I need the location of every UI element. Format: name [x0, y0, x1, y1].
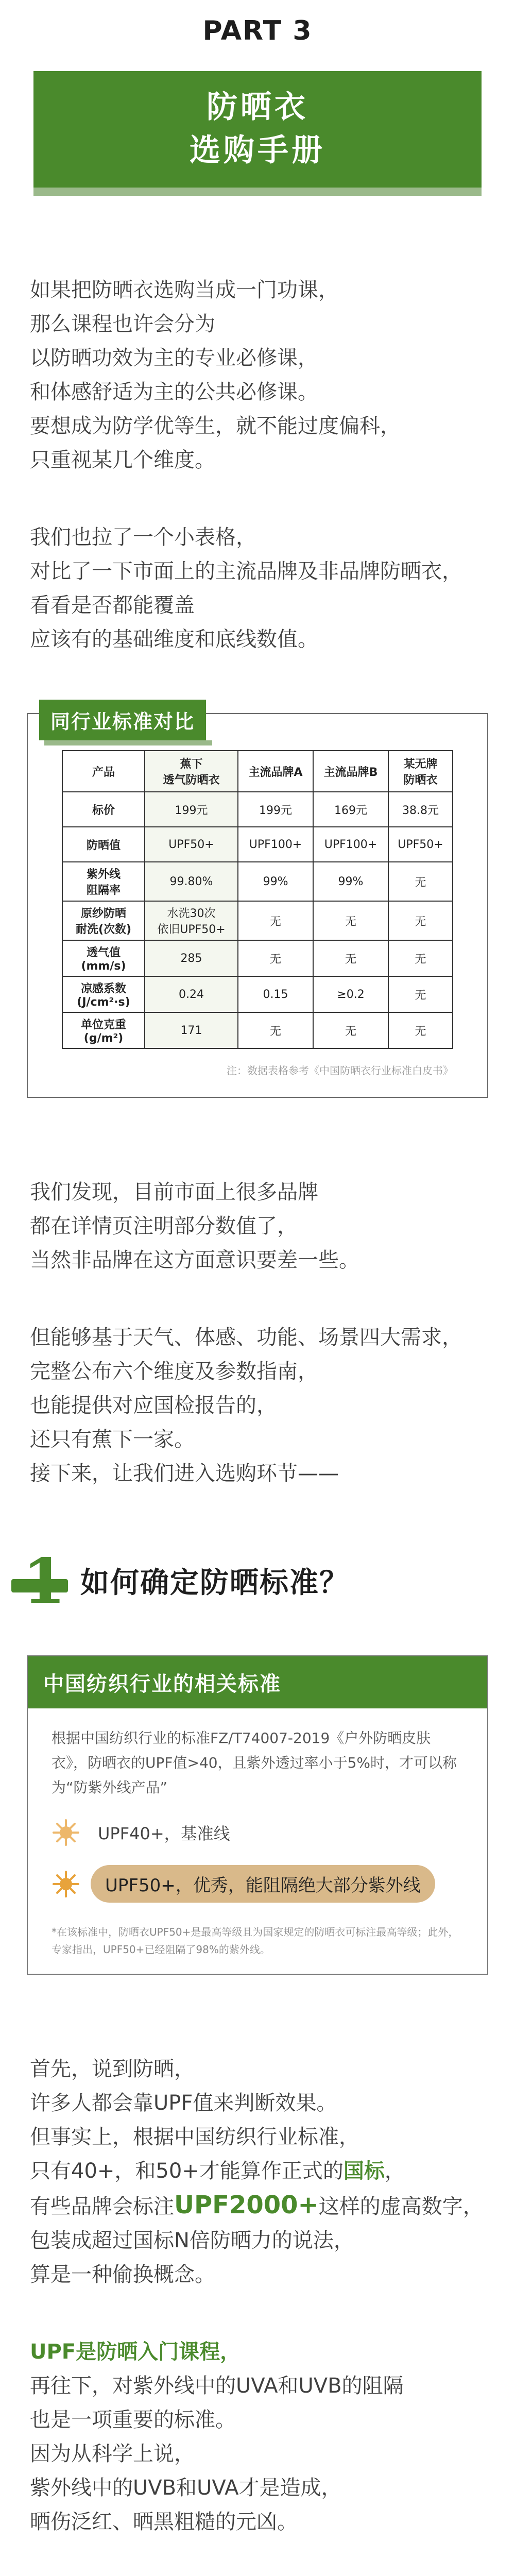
- table-cell: 无: [388, 901, 453, 940]
- table-row-header: 透气值 (mm/s): [62, 940, 145, 976]
- level-row-2: [52, 1865, 464, 1903]
- level-row-1: [52, 1816, 464, 1850]
- table-cell: 199元: [145, 792, 238, 827]
- table-cell: 无: [313, 1012, 388, 1048]
- level-2-label: UPF50+，优秀，能阻隔绝大部分紫外线: [91, 1865, 435, 1903]
- title-banner: [33, 71, 482, 188]
- table-cell: 无: [313, 940, 388, 976]
- table-cell: 285: [145, 940, 238, 976]
- middle-paragraph: [30, 1175, 488, 1277]
- table-cell: 无: [238, 940, 313, 976]
- table-header-cell: 蕉下 透气防晒衣: [145, 751, 238, 792]
- text-line: 当然非品牌在这方面意识要差一些。: [30, 1248, 359, 1272]
- text-line: 和体感舒适为主的公共必修课。: [30, 380, 318, 404]
- text-line: 要想成为防学优等生，就不能过度偏科，: [30, 414, 401, 438]
- section-heading-1: [11, 1545, 515, 1618]
- highlight-upf2000: UPF2000+: [174, 2191, 319, 2219]
- text-line: 都在详情页注明部分数值了，: [30, 1214, 298, 1238]
- text-span: 这样的虚高数字，: [318, 2195, 484, 2218]
- text-line: 对比了一下市面上的主流品牌及非品牌防晒衣，: [30, 560, 462, 583]
- table-row: [62, 976, 453, 1012]
- standard-description: 根据中国纺织行业的标准FZ/T74007-2019《户外防晒皮肤衣》，防晒衣的UPF值>40，且紫外透过率小于5%时，才可以称为“防紫外线产品”: [52, 1730, 457, 1796]
- table-note: 注：数据表格参考《中国防晒衣行业标准白皮书》: [227, 1064, 453, 1077]
- text-line: 算是一种偷换概念。: [30, 2263, 215, 2286]
- text-line: 那么课程也许会分为: [30, 312, 215, 336]
- table-cell: 无: [388, 862, 453, 901]
- comparison-card: [27, 710, 488, 1098]
- table-row-header: 紫外线 阻隔率: [62, 862, 145, 901]
- table-cell: 无: [388, 940, 453, 976]
- text-span: 有些品牌会标注: [30, 2195, 174, 2218]
- table-cell: 171: [145, 1012, 238, 1048]
- table-cell: ≥0.2: [313, 976, 388, 1012]
- table-header-row: [62, 751, 453, 792]
- section-number-badge: [11, 1545, 68, 1618]
- text-line: 因为从科学上说，: [30, 2442, 195, 2466]
- text-line: 但事实上，根据中国纺织行业标准，: [30, 2125, 359, 2149]
- table-cell: UPF50+: [388, 827, 453, 862]
- table-row-header: 原纱防晒 耐洗(次数): [62, 901, 145, 940]
- middle-paragraph-2: [30, 1320, 488, 1490]
- table-row-header: 单位克重 (g/m²): [62, 1012, 145, 1048]
- part-label: PART 3: [202, 15, 313, 46]
- text-line: 包装成超过国标N倍防晒力的说法，: [30, 2229, 354, 2252]
- table-header-cell: 产品: [62, 751, 145, 792]
- table-cell: UPF50+: [145, 827, 238, 862]
- table-row: [62, 901, 453, 940]
- table-cell: 无: [238, 1012, 313, 1048]
- table-cell: 无: [238, 901, 313, 940]
- standard-card-body: [28, 1708, 487, 1974]
- intro-paragraph-2: [30, 520, 488, 656]
- sun-icon: [52, 1818, 80, 1847]
- table-cell: 水洗30次 依旧UPF50+: [145, 901, 238, 940]
- highlight-line: UPF是防晒入门课程，: [30, 2340, 241, 2364]
- table-cell: 38.8元: [388, 792, 453, 827]
- table-cell: 无: [388, 1012, 453, 1048]
- standard-card-title: 中国纺织行业的相关标准: [28, 1656, 487, 1708]
- intro-paragraph: [30, 273, 488, 477]
- text-line: 我们发现，目前市面上很多品牌: [30, 1180, 318, 1204]
- table-row: [62, 827, 453, 862]
- section-number: 1: [23, 1545, 66, 1618]
- table-row-header: 防晒值: [62, 827, 145, 862]
- table-cell: UPF100+: [313, 827, 388, 862]
- table-row: [62, 862, 453, 901]
- text-span: 只有40+，和50+才能算作正式的: [30, 2159, 344, 2183]
- table-cell: 99%: [313, 862, 388, 901]
- table-header-cell: 某无牌 防晒衣: [388, 751, 453, 792]
- text-line: 应该有的基础维度和底线数值。: [30, 628, 318, 651]
- text-line: 晒伤泛红、晒黑粗糙的元凶。: [30, 2510, 298, 2534]
- table-row: [62, 1012, 453, 1048]
- text-line: 首先，说到防晒，: [30, 2057, 195, 2081]
- text-line: 再往下，对紫外线中的UVA和UVB的阻隔: [30, 2374, 404, 2398]
- comparison-card-tag: 同行业标准对比: [39, 700, 206, 740]
- standard-footnote: *在该标准中，防晒衣UPF50+是最高等级且为国家规定的防晒衣可标注最高等级；此外，专家指出，UPF50+已经阻隔了98%的紫外线。: [52, 1926, 459, 1956]
- text-line: [30, 2188, 488, 2224]
- text-line: 紫外线中的UVB和UVA才是造成，: [30, 2476, 342, 2500]
- table-cell: 无: [313, 901, 388, 940]
- text-line: 我们也拉了一个小表格，: [30, 526, 256, 549]
- table-cell: 0.24: [145, 976, 238, 1012]
- level-1-label: UPF40+，基准线: [98, 1824, 230, 1843]
- table-cell: 0.15: [238, 976, 313, 1012]
- title-line-1: 防晒衣: [207, 89, 308, 125]
- title-banner-shadow: [33, 188, 482, 196]
- text-line: 也是一项重要的标准。: [30, 2408, 236, 2432]
- text-line: 完整公布六个维度及参数指南，: [30, 1360, 318, 1383]
- table-cell: 无: [388, 976, 453, 1012]
- standard-card: [27, 1655, 488, 1975]
- body-paragraph-1: [30, 2052, 488, 2292]
- section-title: 如何确定防晒标准？: [80, 1566, 349, 1600]
- table-row: [62, 940, 453, 976]
- text-line: 也能提供对应国检报告的，: [30, 1394, 277, 1417]
- comparison-table: [62, 750, 453, 1049]
- table-row: [62, 792, 453, 827]
- text-line: 如果把防晒衣选购当成一门功课，: [30, 278, 339, 302]
- table-cell: 99%: [238, 862, 313, 901]
- text-line: 以防晒功效为主的专业必修课，: [30, 346, 318, 370]
- text-line: 接下来，让我们进入选购环节——: [30, 1462, 339, 1485]
- table-cell: UPF100+: [238, 827, 313, 862]
- table-row-header: 凉感系数 (J/cm²·s): [62, 976, 145, 1012]
- table-row-header: 标价: [62, 792, 145, 827]
- title-line-2: 选购手册: [190, 132, 325, 168]
- body-paragraph-2: [30, 2335, 488, 2539]
- highlight-guobiao: 国标: [343, 2159, 385, 2183]
- table-cell: 99.80%: [145, 862, 238, 901]
- text-line: 只重视某几个维度。: [30, 448, 215, 472]
- table-cell: 199元: [238, 792, 313, 827]
- table-header-cell: 主流品牌A: [238, 751, 313, 792]
- table-cell: 169元: [313, 792, 388, 827]
- table-header-cell: 主流品牌B: [313, 751, 388, 792]
- text-line: 看看是否都能覆盖: [30, 594, 195, 617]
- text-span: ，: [384, 2159, 405, 2183]
- text-line: [30, 2154, 488, 2188]
- sun-icon: [52, 1870, 80, 1899]
- text-line: 还只有蕉下一家。: [30, 1428, 195, 1451]
- text-line: 但能够基于天气、体感、功能、场景四大需求，: [30, 1326, 462, 1349]
- text-line: 许多人都会靠UPF值来判断效果。: [30, 2091, 337, 2115]
